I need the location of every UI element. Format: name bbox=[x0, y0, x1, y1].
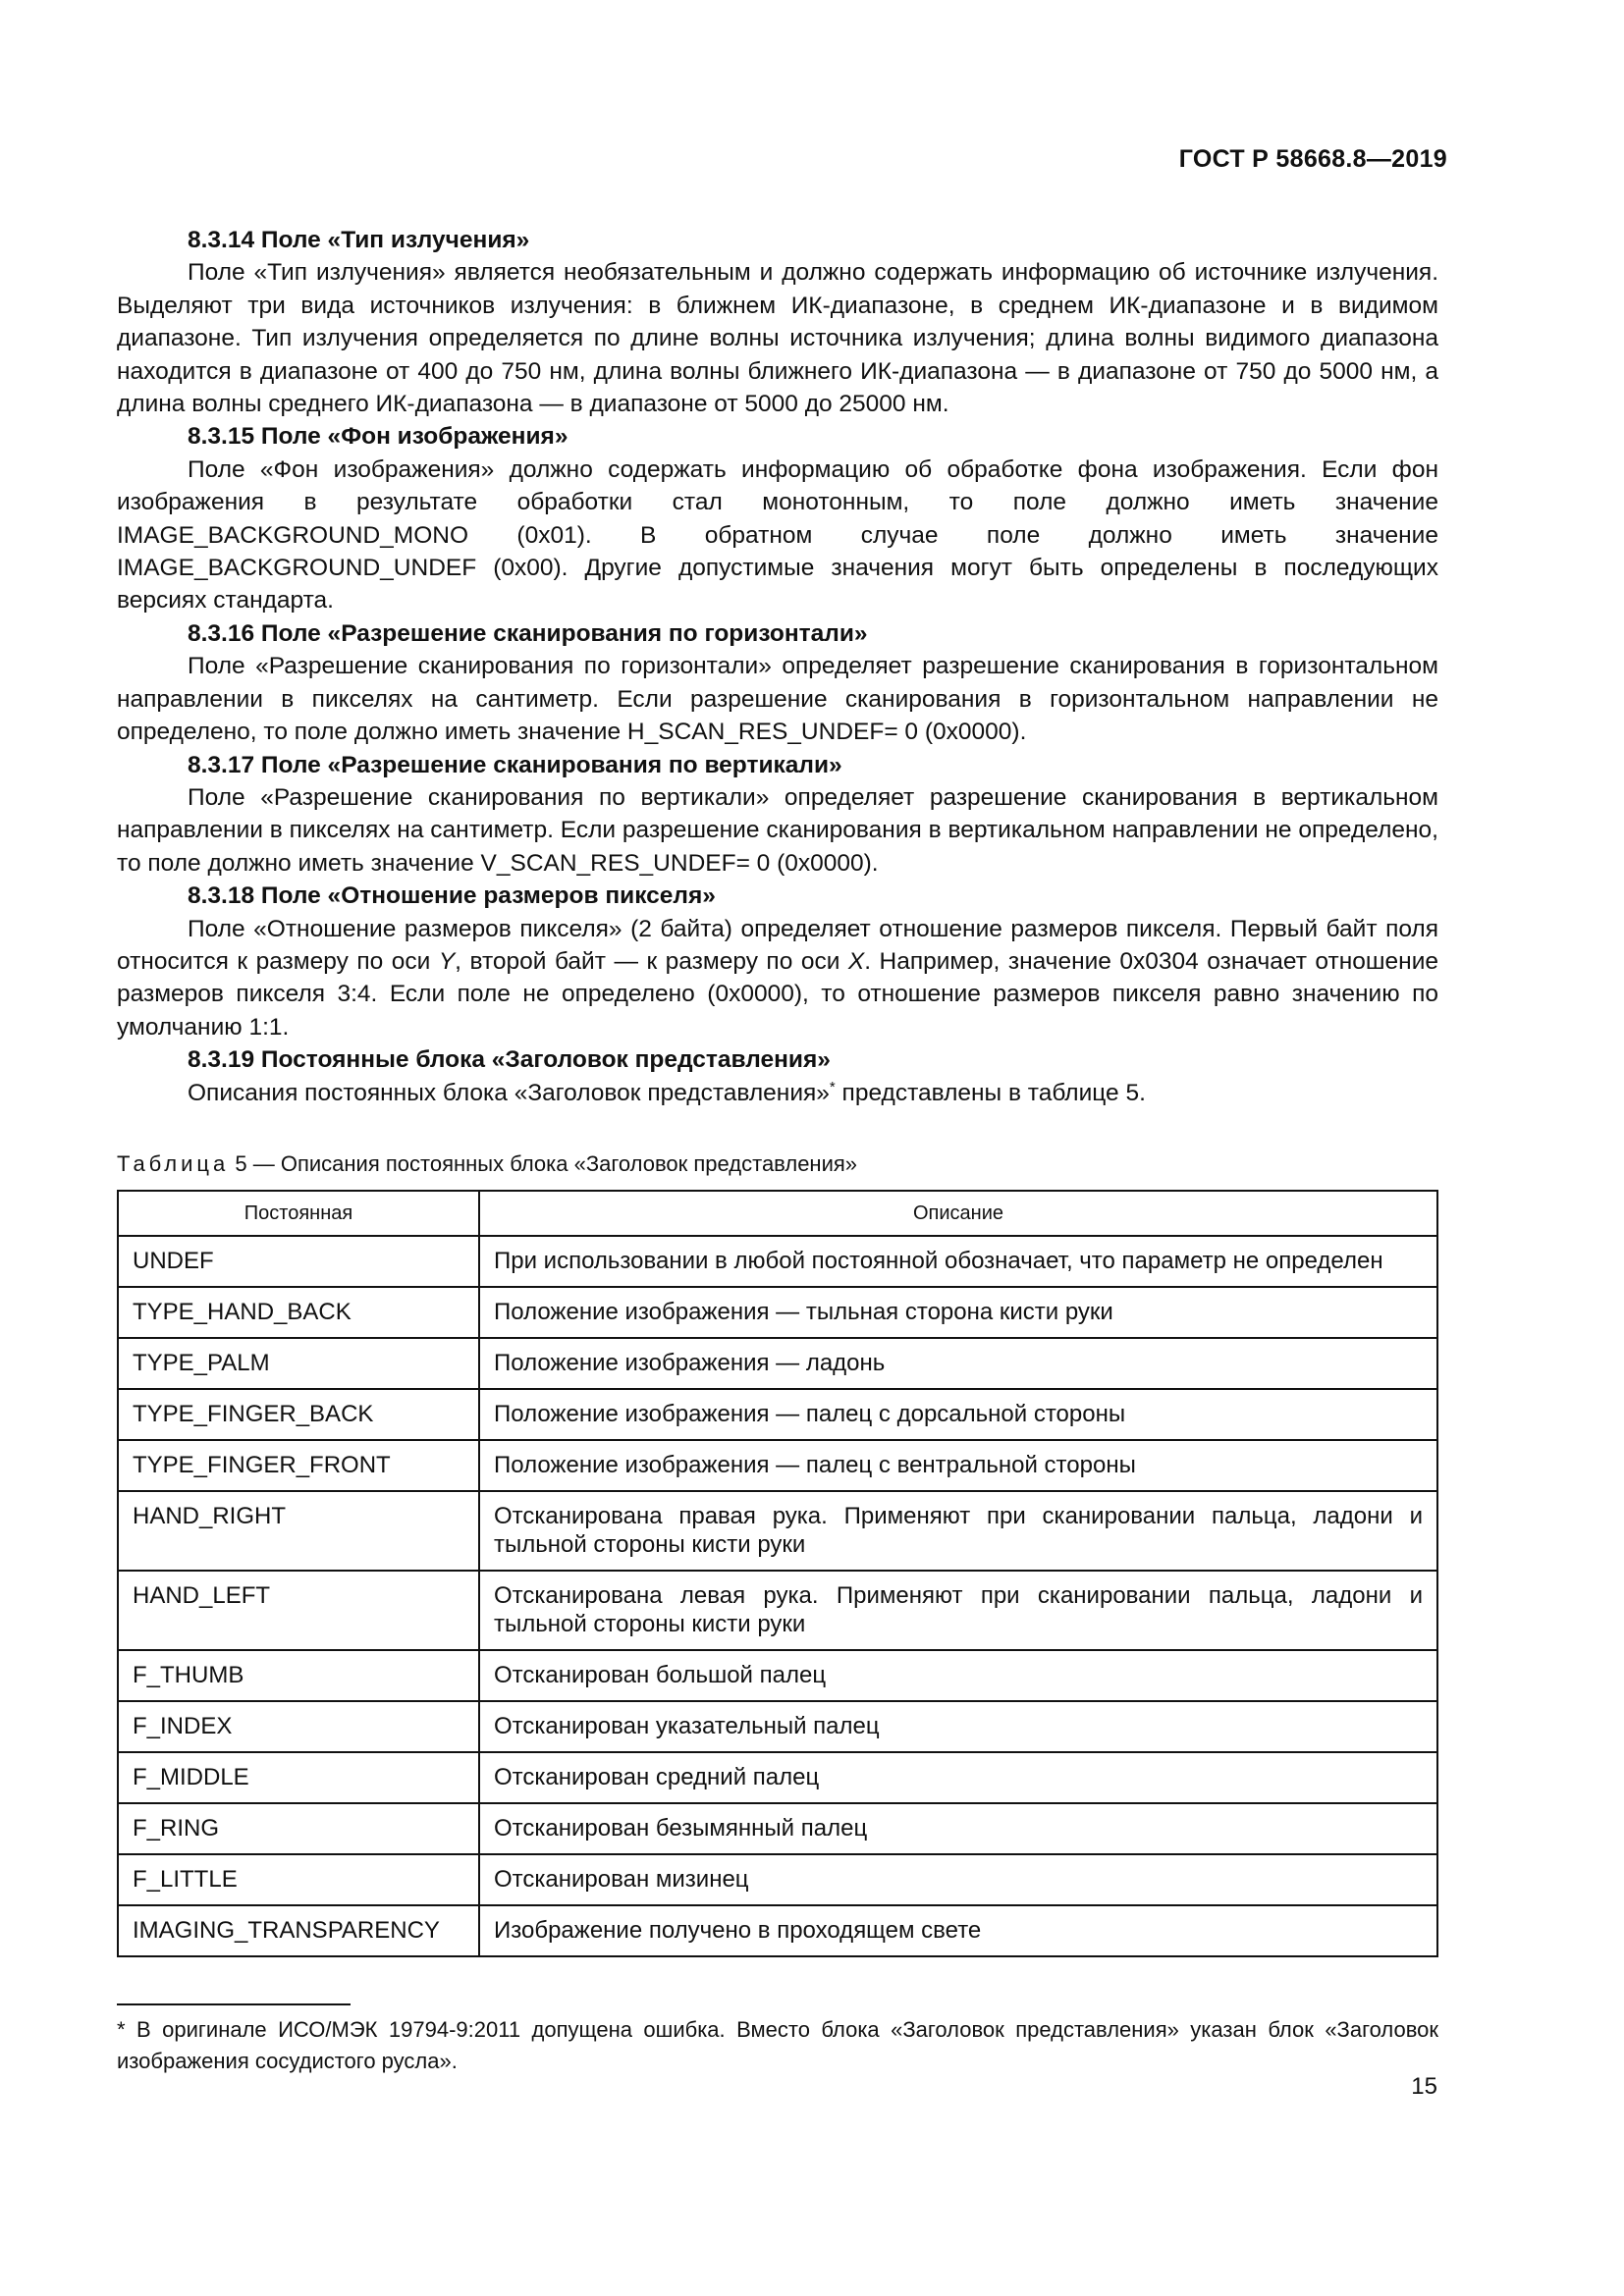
table-caption-text: 5 — Описания постоянных блока «Заголовок представления» bbox=[229, 1151, 858, 1176]
description-cell: Отсканирован безымянный палец bbox=[479, 1803, 1437, 1854]
description-cell: Отсканирована левая рука. Применяют при сканировании пальца, ладони и тыльной стороны кисти руки bbox=[479, 1571, 1437, 1650]
table-caption-prefix: Таблица bbox=[117, 1151, 230, 1176]
constant-cell: HAND_RIGHT bbox=[118, 1491, 479, 1571]
description-cell: Положение изображения — ладонь bbox=[479, 1338, 1437, 1389]
section-text-8-3-15: Поле «Фон изображения» должно содержать информацию об обработке фона изображения. Если фон изображения в результате обработки стал монотонным, то поле должно иметь значение IMAGE_BACKGROUND_MONO (0x01). В обратном случае поле должно иметь значение IMAGE_BACKGROUND_UNDEF (0x00). Другие допустимые значения могут быть определены в последующих версиях стандарта. bbox=[117, 455, 1438, 614]
description-cell: Отсканирован указательный палец bbox=[479, 1701, 1437, 1752]
table-row bbox=[118, 1854, 1437, 1905]
axis-x-symbol: X bbox=[847, 947, 865, 975]
description-cell: Отсканирован большой палец bbox=[479, 1650, 1437, 1701]
constant-cell: TYPE_PALM bbox=[118, 1338, 479, 1389]
table-row bbox=[118, 1338, 1437, 1389]
description-cell: Положение изображения — тыльная сторона кисти руки bbox=[479, 1287, 1437, 1338]
description-cell: При использовании в любой постоянной обозначает, что параметр не определен bbox=[479, 1236, 1437, 1287]
constant-cell: TYPE_FINGER_FRONT bbox=[118, 1440, 479, 1491]
section-text-8-3-17: Поле «Разрешение сканирования по вертикали» определяет разрешение сканирования в вертикальном направлении в пикселях на сантиметр. Если разрешение сканирования в вертикальном направлении не определено, то поле должно иметь значение V_SCAN_RES_UNDEF= 0 (0x0000). bbox=[117, 783, 1438, 877]
page-number: 15 bbox=[1411, 2073, 1437, 2100]
text-part: , второй байт — к размеру по оси bbox=[455, 947, 848, 975]
section-text-8-3-19 bbox=[117, 1077, 1438, 1109]
table-header-row bbox=[118, 1191, 1437, 1236]
table-row bbox=[118, 1905, 1437, 1956]
footnote: * В оригинале ИСО/МЭК 19794-9:2011 допущена ошибка. Вместо блока «Заголовок представления» указан блок «Заголовок изображения сосудистого русла». bbox=[117, 2017, 1438, 2073]
document-number-header: ГОСТ Р 58668.8—2019 bbox=[1178, 145, 1447, 173]
constants-table bbox=[117, 1190, 1438, 1957]
constant-cell: TYPE_HAND_BACK bbox=[118, 1287, 479, 1338]
table-row bbox=[118, 1701, 1437, 1752]
description-cell: Положение изображения — палец с вентральной стороны bbox=[479, 1440, 1437, 1491]
description-cell: Изображение получено в проходящем свете bbox=[479, 1905, 1437, 1956]
table-row bbox=[118, 1236, 1437, 1287]
column-header-constant: Постоянная bbox=[118, 1191, 479, 1236]
section-text-8-3-16: Поле «Разрешение сканирования по горизонтали» определяет разрешение сканирования в горизонтальном направлении в пикселях на сантиметр. Если разрешение сканирования в горизонтальном направлении не определено, то поле должно иметь значение H_SCAN_RES_UNDEF= 0 (0x0000). bbox=[117, 653, 1438, 746]
section-text-8-3-18 bbox=[117, 913, 1438, 1044]
constant-cell: F_RING bbox=[118, 1803, 479, 1854]
column-header-description: Описание bbox=[479, 1191, 1437, 1236]
constant-cell: IMAGING_TRANSPARENCY bbox=[118, 1905, 479, 1956]
section-title-8-3-14: 8.3.14 Поле «Тип излучения» bbox=[188, 227, 530, 253]
table-row bbox=[118, 1287, 1437, 1338]
text-part: представлены в таблице 5. bbox=[835, 1079, 1146, 1106]
section-text-8-3-14: Поле «Тип излучения» является необязательным и должно содержать информацию об источнике излучения. Выделяют три вида источников излучения: в ближнем ИК-диапазоне, в среднем ИК-диапазоне и в видимом диапазоне. Тип излучения определяется по длине волны источника излучения; длина волны видимого диапазона находится в диапазоне от 400 до 750 нм, длина волны ближнего ИК-диапазона — в диапазоне от 750 до 5000 нм, а длина волны среднего ИК-диапазона — в диапазоне от 5000 до 25000 нм. bbox=[117, 259, 1438, 418]
footnote-marker: * bbox=[829, 1078, 836, 1095]
section-title-8-3-17: 8.3.17 Поле «Разрешение сканирования по вертикали» bbox=[188, 751, 842, 778]
table-row bbox=[118, 1389, 1437, 1440]
description-cell: Отсканирован мизинец bbox=[479, 1854, 1437, 1905]
description-cell: Отсканирована правая рука. Применяют при сканировании пальца, ладони и тыльной стороны кисти руки bbox=[479, 1491, 1437, 1571]
section-title-8-3-15: 8.3.15 Поле «Фон изображения» bbox=[188, 423, 568, 451]
table-row bbox=[118, 1803, 1437, 1854]
table-row bbox=[118, 1440, 1437, 1491]
description-cell: Положение изображения — палец с дорсальной стороны bbox=[479, 1389, 1437, 1440]
description-cell: Отсканирован средний палец bbox=[479, 1752, 1437, 1803]
constant-cell: UNDEF bbox=[118, 1236, 479, 1287]
section-title-8-3-18: 8.3.18 Поле «Отношение размеров пикселя» bbox=[188, 882, 716, 910]
main-content bbox=[117, 224, 1438, 1109]
footnote-divider bbox=[117, 2003, 351, 2005]
text-part: Поле «Отношение размеров пикселя» (2 байта) определяет отношение размеров пикселя. Первый байт поля относится к размеру по оси bbox=[117, 915, 1438, 975]
constant-cell: F_INDEX bbox=[118, 1701, 479, 1752]
section-title-8-3-16: 8.3.16 Поле «Разрешение сканирования по горизонтали» bbox=[188, 619, 868, 647]
table-row bbox=[118, 1650, 1437, 1701]
constant-cell: TYPE_FINGER_BACK bbox=[118, 1389, 479, 1440]
constant-cell: F_THUMB bbox=[118, 1650, 479, 1701]
constant-cell: HAND_LEFT bbox=[118, 1571, 479, 1650]
text-part: Описания постоянных блока «Заголовок представления» bbox=[188, 1079, 830, 1106]
constant-cell: F_LITTLE bbox=[118, 1854, 479, 1905]
axis-y-symbol: Y bbox=[438, 947, 456, 975]
constant-cell: F_MIDDLE bbox=[118, 1752, 479, 1803]
table-row bbox=[118, 1571, 1437, 1650]
table-row bbox=[118, 1491, 1437, 1571]
text-part: . Например, значение 0x0304 означает отношение размеров пикселя 3:4. Если поле не определено (0x0000), то отношение размеров пикселя равно значению по умолчанию 1:1. bbox=[117, 947, 1439, 1041]
section-title-8-3-19: 8.3.19 Постоянные блока «Заголовок представления» bbox=[188, 1046, 831, 1074]
table-row bbox=[118, 1752, 1437, 1803]
table-caption bbox=[117, 1151, 857, 1177]
